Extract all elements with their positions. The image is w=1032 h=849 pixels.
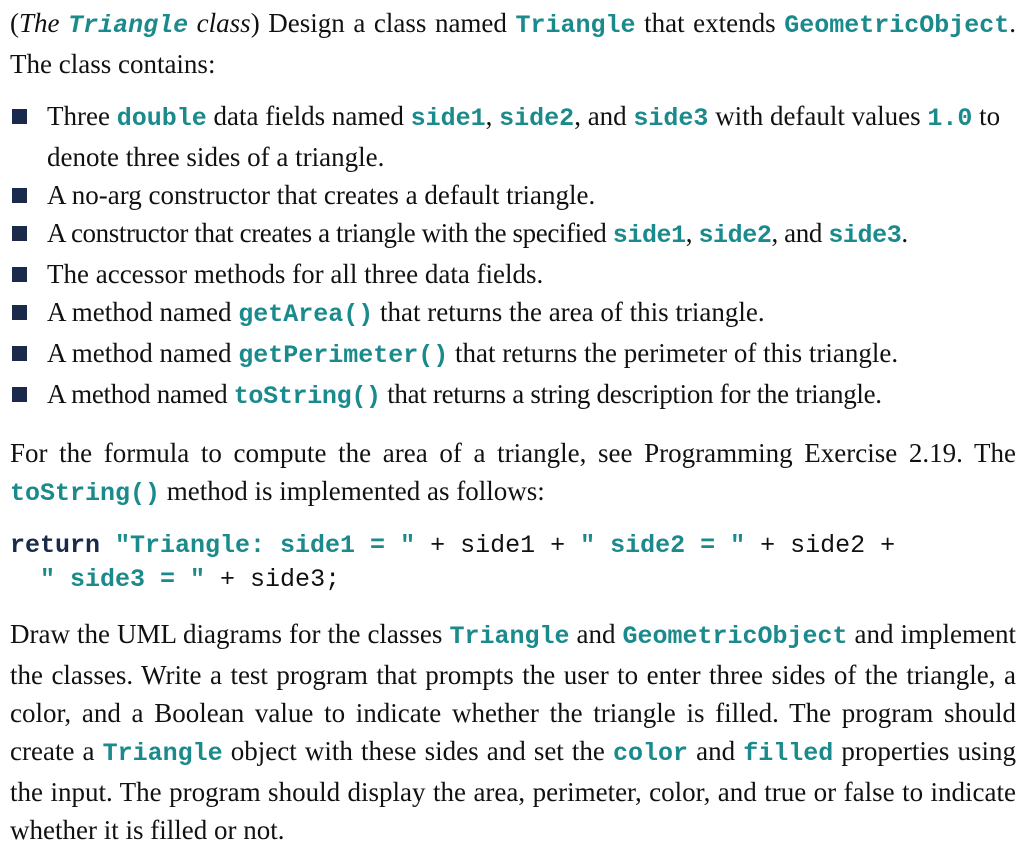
bullet-text: , and (771, 218, 829, 248)
code-term: toString() (233, 382, 381, 411)
paragraph-text: Draw the UML diagrams for the classes (10, 619, 450, 649)
code-term: double (116, 104, 207, 133)
bullet-text: The accessor methods for all three data fields. (47, 259, 544, 289)
bullet-text: , and (574, 101, 634, 131)
code-term: side2 (499, 104, 575, 133)
code-plain: + side3; (205, 565, 341, 594)
intro-parent-class: GeometricObject (784, 11, 1010, 40)
bullet-text: data fields named (206, 101, 411, 131)
intro-design-text: Design a class named (259, 8, 516, 38)
intro-extends-text: that extends (635, 8, 785, 38)
code-string: "Triangle: side1 = " (100, 531, 416, 560)
code-plain: + side2 + (745, 531, 896, 560)
paragraph-text: For the formula to compute the area of a triangle, see Programming Exercise 2.19. The (10, 438, 1016, 468)
list-item (10, 255, 1016, 293)
code-term: Triangle (102, 739, 223, 768)
intro-open-paren: ( (10, 8, 19, 38)
exercise-page (10, 4, 1016, 849)
code-keyword: return (10, 531, 101, 560)
bullet-text: A method named (47, 338, 239, 368)
list-item (10, 334, 1016, 375)
code-term: getArea() (238, 300, 374, 329)
bullet-text: that returns the area of this triangle. (373, 297, 765, 327)
bullet-text: A constructor that creates a triangle with the specified (47, 218, 613, 248)
bullet-text: to denote three sides of a triangle. (47, 101, 1001, 172)
intro-contains-text: . The class contains: (10, 8, 1016, 79)
code-term: side3 (633, 104, 709, 133)
bullet-text: with default values (708, 101, 928, 131)
code-term: side3 (828, 221, 902, 250)
code-plain: + side1 + (415, 531, 581, 560)
code-term: side1 (612, 221, 686, 250)
code-string: " side2 = " (580, 531, 746, 560)
intro-title-class-word: class (188, 8, 251, 38)
paragraph-text: and (688, 736, 744, 766)
bullet-text: Three (47, 101, 117, 131)
code-indent (10, 565, 40, 594)
code-term: getPerimeter() (238, 341, 449, 370)
final-paragraph (10, 615, 1016, 849)
bullet-text: that returns a string description for the triangle. (380, 379, 882, 409)
code-block (10, 529, 1016, 597)
list-item (10, 214, 1016, 255)
code-term: GeometricObject (622, 622, 848, 651)
code-term: side1 (410, 104, 486, 133)
paragraph-text: properties using the input. The program should display the area, perimeter, color, and true or false to indicate whether it is filled or not. (10, 736, 1016, 845)
square-bullet-icon (12, 226, 27, 241)
square-bullet-icon (12, 109, 27, 124)
intro-title-class-name: Triangle (68, 11, 189, 40)
code-term: color (613, 739, 689, 768)
paragraph-text: method is implemented as follows: (160, 476, 545, 506)
bullet-text: A no-arg constructor that creates a default triangle. (47, 180, 596, 210)
code-term: toString() (10, 479, 161, 508)
list-item (10, 375, 1016, 416)
paragraph-text: and (569, 619, 623, 649)
intro-close-paren: ) (250, 8, 260, 38)
square-bullet-icon (12, 387, 27, 402)
code-string: " side3 = " (40, 565, 206, 594)
square-bullet-icon (12, 188, 27, 203)
intro-class-name: Triangle (515, 11, 636, 40)
code-term: side2 (698, 221, 772, 250)
list-item (10, 293, 1016, 334)
list-item (10, 97, 1016, 176)
formula-paragraph (10, 434, 1016, 513)
bullet-text: A method named (47, 379, 234, 409)
bullet-text: , (685, 218, 699, 248)
intro-title-the: The (19, 8, 69, 38)
bullet-text: A method named (47, 297, 239, 327)
paragraph-text: object with these sides and set the (222, 736, 614, 766)
list-item (10, 176, 1016, 214)
bullet-text: , (485, 101, 500, 131)
code-term: filled (743, 739, 834, 768)
square-bullet-icon (12, 346, 27, 361)
intro-paragraph (10, 4, 1016, 83)
requirements-list (10, 97, 1016, 416)
square-bullet-icon (12, 267, 27, 282)
code-term: Triangle (449, 622, 570, 651)
paragraph-text: and implement the classes. Write a test program that prompts the user to enter three sides of the triangle, a color, and a Boolean value to indicate whether the triangle is filled. The program should create a (10, 619, 1017, 766)
bullet-text: that returns the perimeter of this triangle. (448, 338, 899, 368)
square-bullet-icon (12, 305, 27, 320)
code-term: 1.0 (927, 104, 973, 133)
bullet-text: . (901, 218, 908, 248)
